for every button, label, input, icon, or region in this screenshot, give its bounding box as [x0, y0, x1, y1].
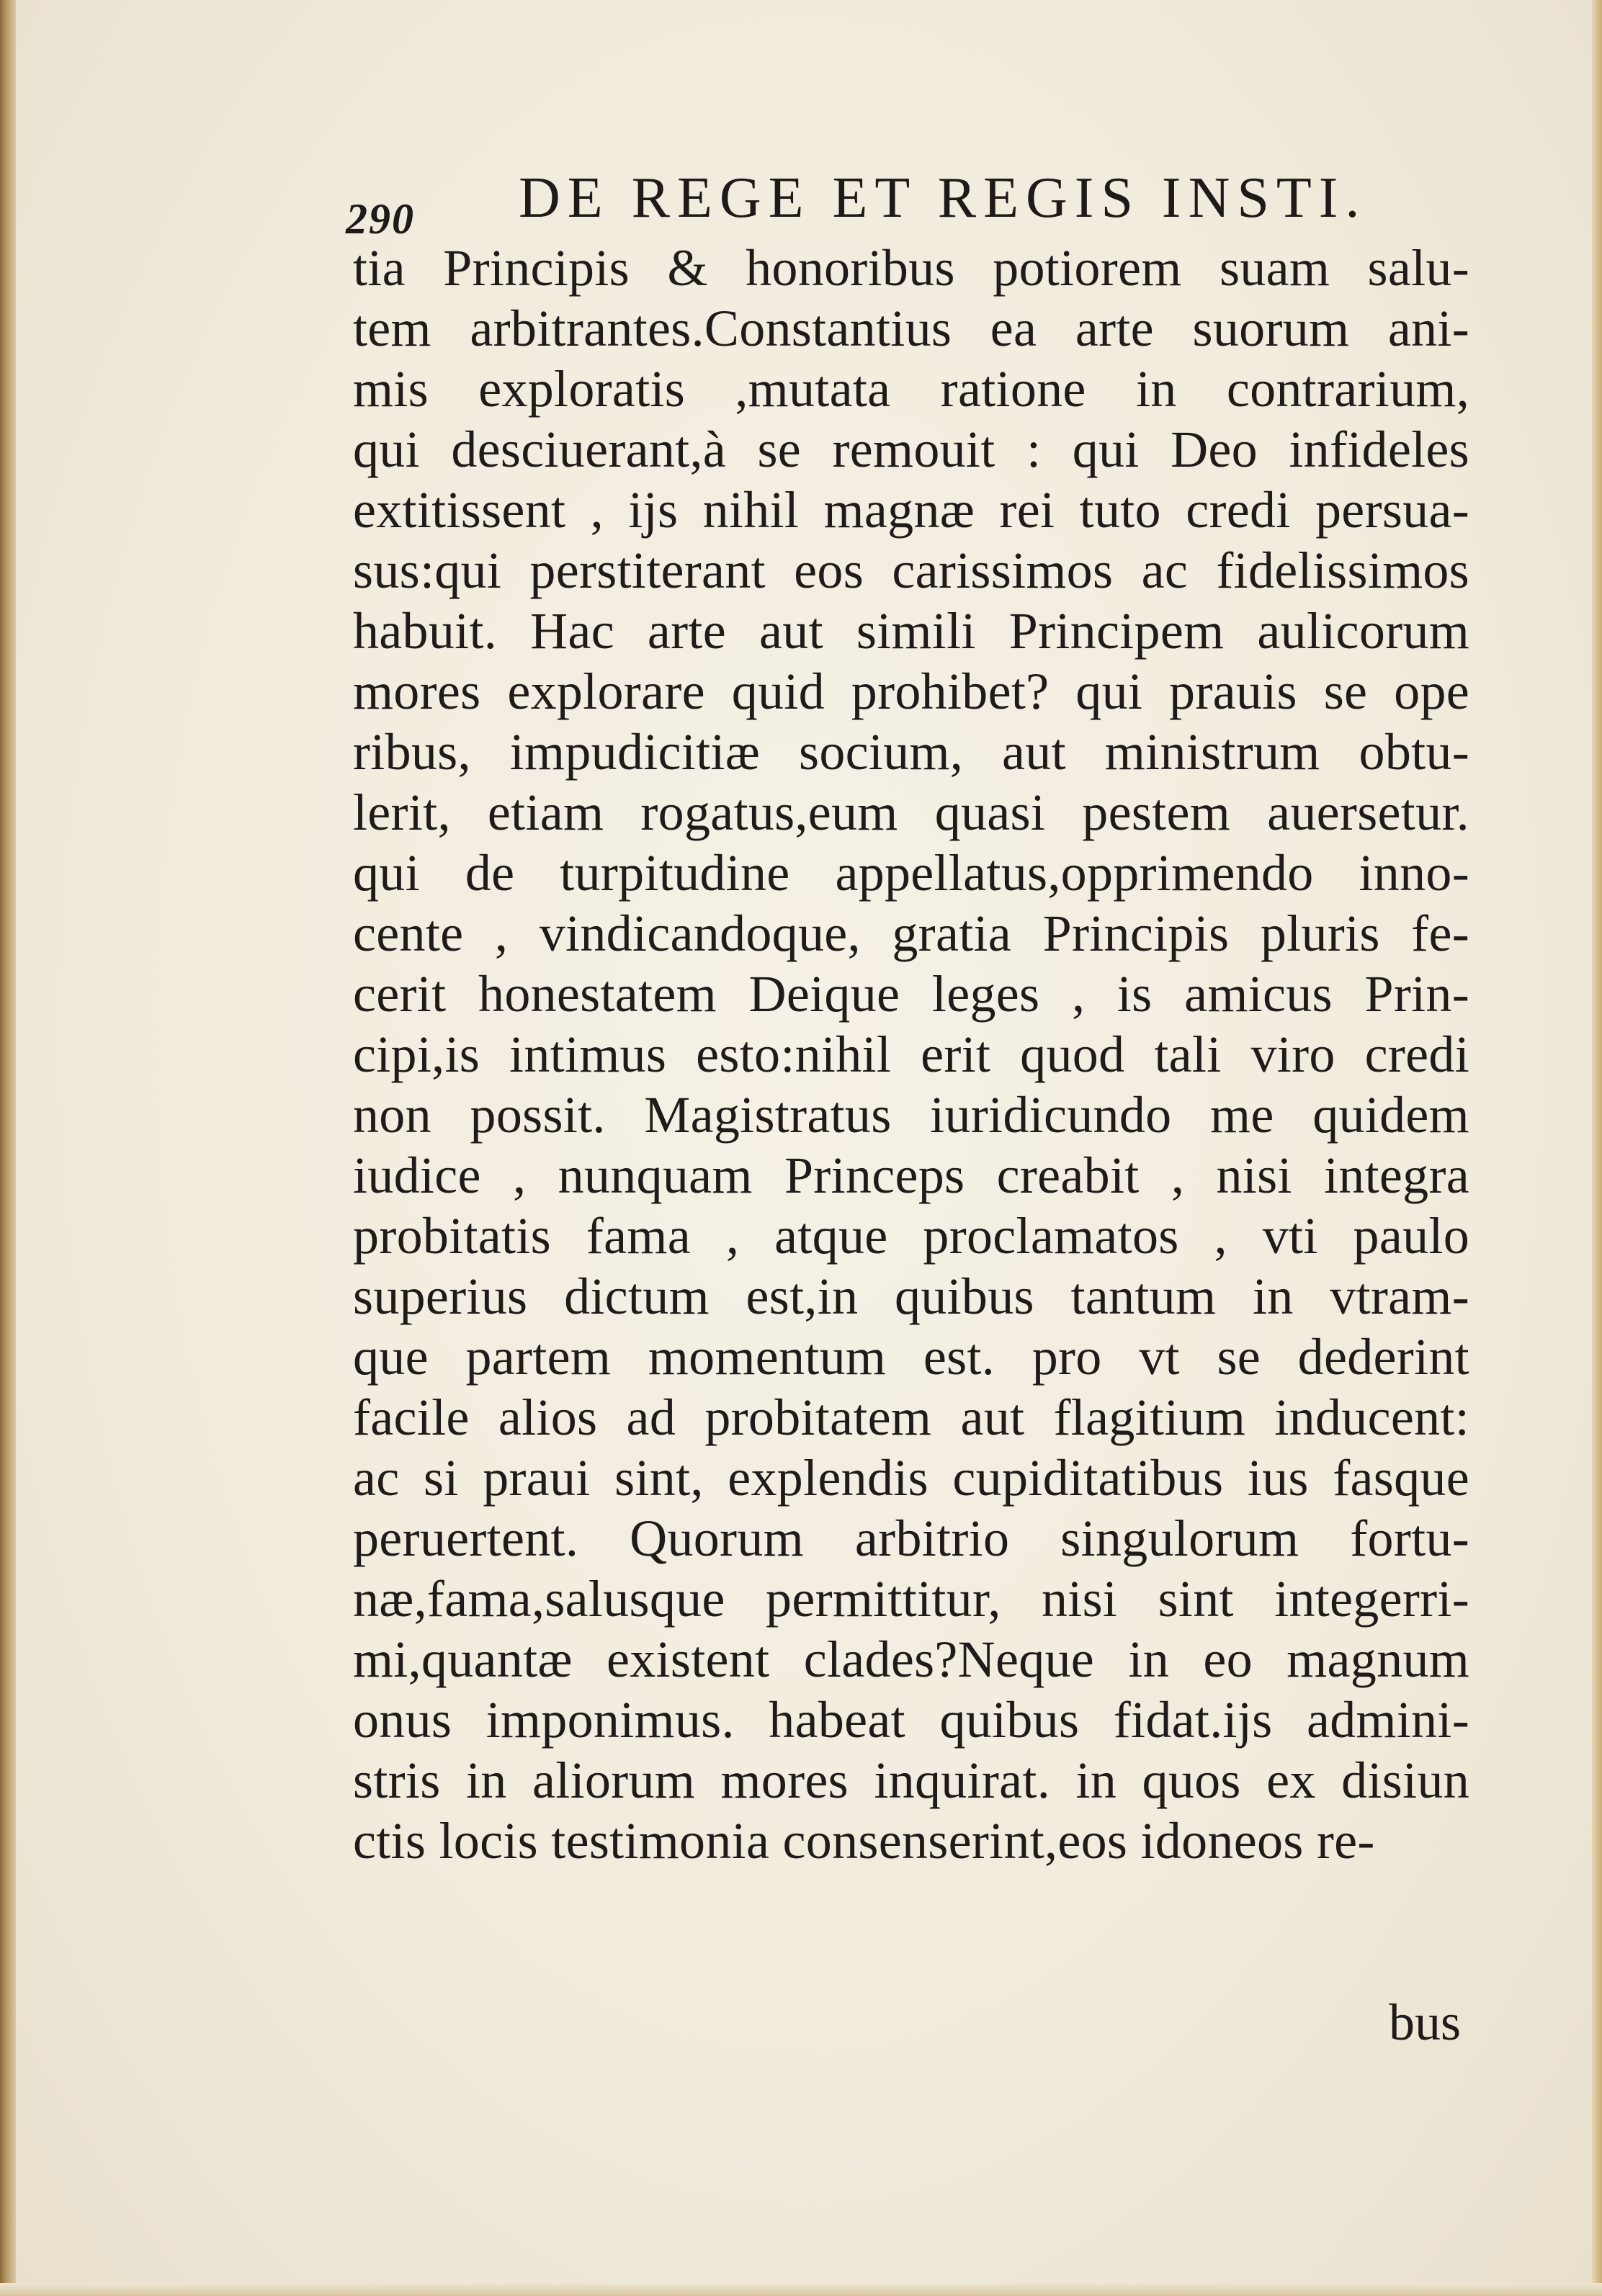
- text-line: næ,fama,salusque permittitur, nisi sint integerri-: [353, 1570, 1469, 1628]
- running-title: DE REGE ET REGIS INSTI.: [519, 166, 1367, 230]
- text-line: ac si praui sint, explendis cupiditatibus ius fasque: [353, 1449, 1469, 1507]
- text-line: cipi,is intimus esto:nihil erit quod tali viro credi: [353, 1026, 1469, 1083]
- text-line: cerit honestatem Deique leges , is amicus Prin-: [353, 965, 1469, 1023]
- text-line: habuit. Hac arte aut simili Principem aulicorum: [353, 602, 1469, 660]
- page-header: [346, 166, 1462, 243]
- text-line: qui de turpitudine appellatus,opprimendo inno-: [353, 844, 1469, 902]
- text-line: ribus, impudicitiæ socium, aut ministrum obtu-: [353, 723, 1469, 781]
- text-line: extitissent , ijs nihil magnæ rei tuto credi persua-: [353, 481, 1469, 539]
- text-line: onus imponimus. habeat quibus fidat.ijs admini-: [353, 1691, 1469, 1749]
- text-line: peruertent. Quorum arbitrio singulorum fortu-: [353, 1510, 1469, 1567]
- body-text: [353, 238, 1469, 1871]
- text-line: mores explorare quid prohibet? qui prauis se ope: [353, 663, 1469, 720]
- page-gutter-edge: [0, 0, 16, 2296]
- text-line: non possit. Magistratus iuridicundo me quidem: [353, 1086, 1469, 1144]
- text-line: mi,quantæ existent clades?Neque in eo magnum: [353, 1631, 1469, 1688]
- page-bottom-edge: [0, 2283, 1602, 2296]
- text-line: tia Principis & honoribus potiorem suam salu-: [353, 239, 1469, 297]
- page-number: 290: [346, 195, 415, 243]
- text-line: mis exploratis ,mutata ratione in contrarium,: [353, 360, 1469, 418]
- text-line: probitatis fama , atque proclamatos , vti paulo: [353, 1207, 1469, 1265]
- text-line: tem arbitrantes.Constantius ea arte suorum ani-: [353, 300, 1469, 357]
- text-line: lerit, etiam rogatus,eum quasi pestem auersetur.: [353, 784, 1469, 841]
- text-line: cente , vindicandoque, gratia Principis pluris fe-: [353, 905, 1469, 962]
- text-line: iudice , nunquam Princeps creabit , nisi integra: [353, 1147, 1469, 1204]
- catchword: bus: [1388, 1994, 1461, 2051]
- page-fore-edge: [1592, 0, 1602, 2296]
- text-line: que partem momentum est. pro vt se dederint: [353, 1328, 1469, 1386]
- text-line: ctis locis testimonia consenserint,eos idoneos re-: [353, 1812, 1375, 1870]
- text-line: qui desciuerant,à se remouit : qui Deo infideles: [353, 421, 1469, 478]
- text-line: facile alios ad probitatem aut flagitium inducent:: [353, 1389, 1469, 1446]
- text-line: stris in aliorum mores inquirat. in quos ex disiun: [353, 1752, 1469, 1809]
- text-line: sus:qui perstiterant eos carissimos ac fidelissimos: [353, 542, 1469, 599]
- text-line: superius dictum est,in quibus tantum in vtram-: [353, 1268, 1469, 1325]
